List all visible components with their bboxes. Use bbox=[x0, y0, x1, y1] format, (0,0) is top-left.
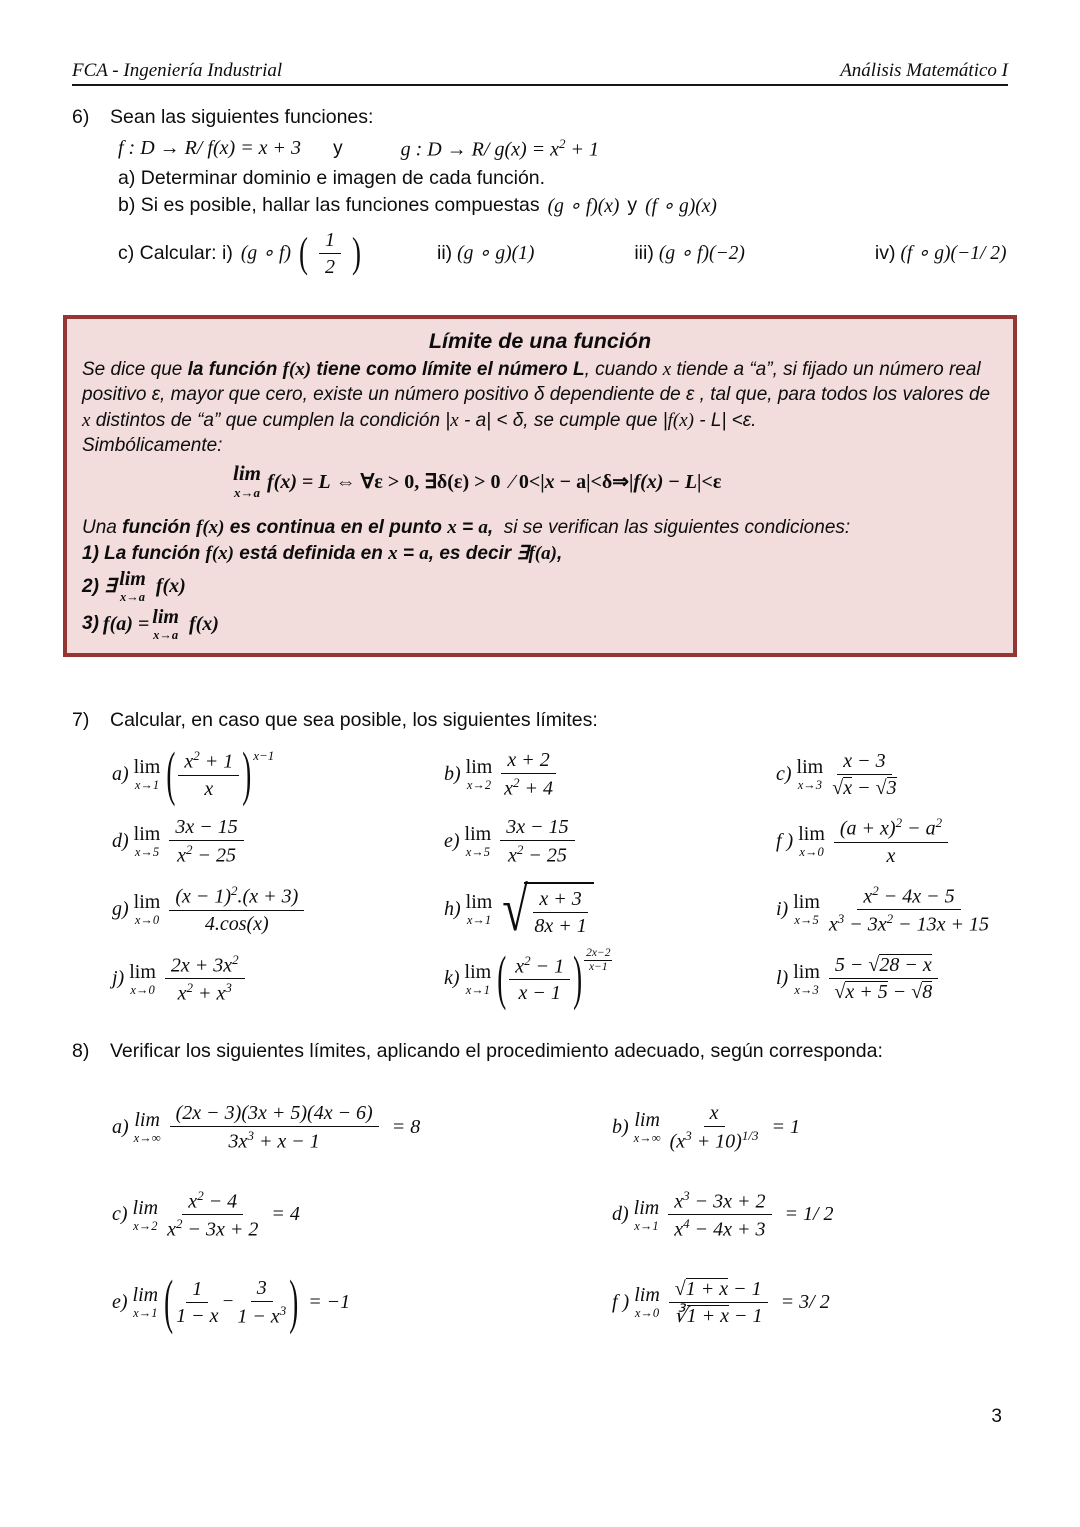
limit-item-7i: i) lim x→5 $\frac{x^2 - 4x - 5}{x^3 - 3x^2 - 13x + 15}$ bbox=[776, 882, 990, 936]
open-paren: ( bbox=[166, 739, 176, 808]
limit-operator: lim x→1 bbox=[464, 960, 492, 997]
condition-3-lhs: f(a) = bbox=[102, 612, 150, 635]
fraction: $\frac{(x - 1)^2.(x + 3)}{4.\cos(x)}$ bbox=[169, 883, 304, 936]
limit-operator: lim x→a bbox=[119, 568, 146, 605]
roman-iv-label: iv) bbox=[874, 241, 896, 264]
limit-item-8a: a) lim x→∞ $\frac{(2x - 3)(3x + 5)(4x - 6)}{3x^3 + x - 1}$ = 8 bbox=[112, 1102, 421, 1153]
radical: √ $\frac{x + 3}{8x + 1}$ bbox=[498, 882, 593, 938]
limit-item-8c: c) lim x→2 $\frac{x^2 - 4}{x^2 - 3x + 2}$ = 4 bbox=[112, 1187, 300, 1241]
exercise-6-number: 6) bbox=[72, 106, 90, 128]
limit-operator: lim x→1 bbox=[633, 1196, 660, 1233]
item-6b-conjunction: y bbox=[627, 194, 638, 217]
fraction: $\frac{x^2 - 1}{x - 1}$ bbox=[509, 953, 570, 1006]
limit-operator: lim x→1 bbox=[133, 756, 161, 793]
limit-definition-paragraph: Se dice que la función f(x) tiene como límite el número L, cuando x tiende a “a”, si fijado un número real positivo ε, mayor que cero, existe un número positivo δ dependiente de ε , tal que, para todos los valores de x distintos de “a” que cumplen la condición |x - a| < δ, se cumple que |f(x) - L| <ε. bbox=[82, 358, 991, 431]
limit-item-7c: c) lim x→3 $\frac{x - 3}{√x - √3}$ bbox=[776, 750, 897, 800]
fraction: $\frac{3x - 15}{x^2 - 25}$ bbox=[169, 815, 243, 868]
item-6c-ii bbox=[437, 241, 534, 265]
fraction: $\frac{3}{1 - x^3}$ bbox=[237, 1276, 287, 1328]
condition-2-prefix: 2) ∃ bbox=[82, 576, 117, 598]
close-paren: ) bbox=[242, 739, 252, 808]
result-value: = 1 bbox=[771, 1115, 800, 1138]
continuity-condition-2 bbox=[82, 569, 998, 604]
limit-operator: lim x→1 bbox=[465, 891, 493, 928]
limit-operator: lim x→a bbox=[233, 461, 262, 501]
limit-definition-box bbox=[63, 315, 1017, 658]
g-definition: g : D → R/ $g(x) = x^2 + 1$ bbox=[400, 136, 600, 161]
limit-formula bbox=[230, 463, 998, 499]
box-title: Límite de una función bbox=[428, 328, 652, 353]
open-paren: ( bbox=[497, 943, 507, 1012]
one-half-fraction bbox=[319, 228, 341, 279]
item-6a: a) Determinar dominio e imagen de cada función. bbox=[118, 166, 546, 189]
open-paren: ( bbox=[298, 229, 308, 276]
limit-item-8f: f ) lim x→0 $\frac{√1 + x - 1}{∛1 + x - 1}$ = 3/ 2 bbox=[612, 1277, 830, 1327]
limit-item-7l: l) lim x→3 $\frac{5 - √28 - x}{√x + 5 - √8}$ bbox=[776, 953, 1008, 1004]
item-6c-iv bbox=[875, 241, 1007, 265]
exponent-fraction: 2x−2 x−1 bbox=[586, 946, 611, 973]
fraction: $\frac{x + 2}{x^2 + 4}$ bbox=[501, 748, 555, 801]
fraction-numerator: 1 bbox=[319, 228, 341, 254]
limit-operator: lim x→0 bbox=[634, 1284, 660, 1321]
limit-operator: lim x→2 bbox=[465, 756, 493, 793]
result-value: = 3/ 2 bbox=[780, 1290, 830, 1313]
close-paren: ) bbox=[351, 229, 361, 276]
condition-3-function: f(x) bbox=[188, 612, 219, 635]
condition-2-function: f(x) bbox=[155, 575, 186, 598]
limit-operator: lim x→3 bbox=[793, 960, 820, 997]
header-left: FCA - Ingeniería Industrial bbox=[72, 60, 283, 81]
page-header bbox=[72, 0, 1008, 86]
limit-operator: lim x→5 bbox=[133, 823, 161, 860]
limit-operator: lim x→5 bbox=[464, 823, 492, 860]
result-value: = −1 bbox=[308, 1290, 351, 1313]
item-6b bbox=[118, 194, 1008, 218]
exercise-8-grid bbox=[72, 1101, 1008, 1335]
exercise-8-intro: Verificar los siguientes límites, aplicando el procedimiento adecuado, según corresponda: bbox=[110, 1040, 883, 1062]
fraction: $\frac{x + 3}{8x + 1}$ bbox=[534, 887, 587, 937]
limit-item-7g: g) lim x→0 $\frac{(x - 1)^2.(x + 3)}{4.\cos(x)}$ bbox=[112, 883, 444, 936]
continuity-intro: Una función f(x) es continua en el punto x = a, si se verifican las siguientes condiciones: bbox=[82, 517, 851, 539]
simbolicamente-label: Simbólicamente: bbox=[82, 435, 223, 457]
item-6c-iii bbox=[634, 241, 745, 265]
exercise-8-number: 8) bbox=[72, 1040, 90, 1062]
limit-item-7j: j) lim x→0 $\frac{2x + 3x^2}{x^2 + x^3}$ bbox=[112, 952, 444, 1006]
radicand bbox=[524, 882, 593, 938]
limit-item-8d: d) lim x→1 $\frac{x^3 - 3x + 2}{x^4 - 4x + 3}$ = 1/ 2 bbox=[612, 1187, 834, 1241]
fraction: $\frac{x^3 - 3x + 2}{x^4 - 4x + 3}$ bbox=[668, 1188, 771, 1242]
fraction-denominator: 2 bbox=[324, 255, 335, 278]
close-paren: ) bbox=[289, 1267, 299, 1335]
limit-item-7d: d) lim x→5 $\frac{3x - 15}{x^2 - 25}$ bbox=[112, 815, 444, 868]
limit-operator: lim x→5 bbox=[793, 891, 820, 928]
fraction: $\frac{2x + 3x^2}{x^2 + x^3}$ bbox=[165, 952, 245, 1006]
exercise-7 bbox=[72, 709, 1008, 1012]
exercise-8-heading bbox=[72, 1040, 1008, 1063]
header-right: Análisis Matemático I bbox=[840, 60, 1008, 81]
limit-item-8b: b) lim x→∞ $\frac{x}{(x^3 + 10)^{1/3}}$ = 1 bbox=[612, 1102, 800, 1153]
limit-operator: lim x→∞ bbox=[633, 1109, 661, 1146]
exercise-6-intro: Sean las siguientes funciones: bbox=[110, 106, 374, 128]
item-6c-composite: (g ∘ f) bbox=[240, 243, 291, 265]
result-value: = 8 bbox=[391, 1115, 421, 1138]
item-6c-text: c) Calcular: i) bbox=[118, 241, 233, 264]
continuity-condition-1: 1) La función f(x) está definida en x = a, es decir ∃f(a), bbox=[82, 542, 563, 564]
limit-operator: lim x→0 bbox=[133, 891, 161, 928]
limit-item-7a: a) lim x→1 ( $\frac{x^2 + 1}{x}$ ) x−1 bbox=[112, 739, 275, 808]
limit-operator: lim x→a bbox=[152, 605, 179, 642]
item-6c bbox=[118, 228, 1008, 279]
limit-item-7e: e) lim x→5 $\frac{3x - 15}{x^2 - 25}$ bbox=[444, 815, 776, 868]
fraction: $\frac{x}{(x^3 + 10)^{1/3}}$ bbox=[669, 1102, 759, 1153]
exercise-6-heading bbox=[72, 106, 1008, 129]
roman-iii-label: iii) bbox=[634, 241, 654, 264]
result-value: = 4 bbox=[271, 1203, 300, 1226]
fraction: $\frac{(2x - 3)(3x + 5)(4x - 6)}{3x^3 + x - 1}$ bbox=[170, 1101, 379, 1154]
roman-iii-math: (g ∘ f)(−2) bbox=[658, 243, 745, 265]
fraction: $\frac{x^2 - 4}{x^2 - 3x + 2}$ bbox=[167, 1187, 259, 1241]
item-6b-text: b) Si es posible, hallar las funciones compuestas bbox=[118, 194, 540, 217]
function-definitions bbox=[118, 136, 1008, 162]
fraction: $\frac{(a + x)^2 - a^2}{x}$ bbox=[834, 815, 948, 868]
roman-ii-label: ii) bbox=[436, 241, 453, 264]
limit-operator: lim x→3 bbox=[796, 756, 824, 793]
fraction: $\frac{x^2 - 4x - 5}{x^3 - 3x^2 - 13x + 15}$ bbox=[828, 882, 990, 936]
exponent: x−1 bbox=[253, 748, 275, 764]
limit-operator: lim x→2 bbox=[132, 1196, 159, 1233]
condition-3-prefix: 3) bbox=[82, 613, 99, 635]
fraction: $\frac{5 - √28 - x}{√x + 5 - √8}$ bbox=[829, 953, 938, 1004]
limit-operator: lim x→1 bbox=[132, 1284, 159, 1321]
page-number: 3 bbox=[991, 1406, 1002, 1427]
exercise-7-number: 7) bbox=[72, 709, 90, 732]
exercise-7-grid bbox=[72, 739, 1008, 1012]
fraction: $\frac{x^2 + 1}{x}$ bbox=[178, 748, 239, 801]
conjunction-y: y bbox=[333, 137, 343, 159]
limit-operator: lim x→∞ bbox=[133, 1109, 161, 1146]
fraction: $\frac{1}{1 - x}$ bbox=[176, 1277, 219, 1327]
fraction: $\frac{√1 + x - 1}{∛1 + x - 1}$ bbox=[669, 1277, 768, 1328]
limit-item-7h: h) lim x→1 √ $\frac{x + 3}{8x + 1}$ bbox=[444, 882, 776, 938]
minus-sign: − bbox=[221, 1291, 235, 1313]
exercise-6 bbox=[72, 106, 1008, 279]
fraction: $\frac{3x - 15}{x^2 - 25}$ bbox=[500, 815, 574, 868]
exercise-8 bbox=[72, 1040, 1008, 1335]
limit-formula-body: f(x) = L ⇔ ∀ε > 0, ∃δ(ε) > 0 ∕ 0<|x − a|<δ⇒|f(x) − L|<ε bbox=[267, 470, 722, 493]
f-definition: f : D → R/ f(x) = x + 3 bbox=[118, 137, 302, 160]
close-paren: ) bbox=[573, 943, 583, 1012]
exercise-7-intro: Calcular, en caso que sea posible, los siguientes límites: bbox=[110, 709, 598, 732]
item-6b-math-1: (g ∘ f)(x) bbox=[547, 195, 620, 217]
roman-iv-math: (f ∘ g)(−1/ 2) bbox=[900, 243, 1007, 265]
roman-ii-math: (g ∘ g)(1) bbox=[457, 243, 535, 265]
fraction: $\frac{x - 3}{√x - √3}$ bbox=[832, 750, 897, 800]
result-value: = 1/ 2 bbox=[784, 1203, 834, 1226]
exercise-7-heading bbox=[72, 709, 1008, 732]
limit-item-7k: k) lim x→1 ( $\frac{x^2 - 1}{x - 1}$ ) 2x−2 x−1 bbox=[444, 943, 611, 1012]
item-6b-math-2: (f ∘ g)(x) bbox=[645, 195, 717, 217]
continuity-condition-3 bbox=[82, 607, 998, 642]
limit-operator: lim x→0 bbox=[129, 960, 156, 997]
open-paren: ( bbox=[164, 1267, 174, 1335]
limit-item-7b: b) lim x→2 $\frac{x + 2}{x^2 + 4}$ bbox=[444, 748, 776, 801]
limit-item-7f: f ) lim x→0 $\frac{(a + x)^2 - a^2}{x}$ bbox=[776, 815, 1008, 868]
limit-item-8e: e) lim x→1 ( $\frac{1}{1 - x}$ − $\frac{3}{1 - x^3}$ ) = −1 bbox=[112, 1267, 351, 1335]
limit-operator: lim x→0 bbox=[798, 823, 825, 860]
